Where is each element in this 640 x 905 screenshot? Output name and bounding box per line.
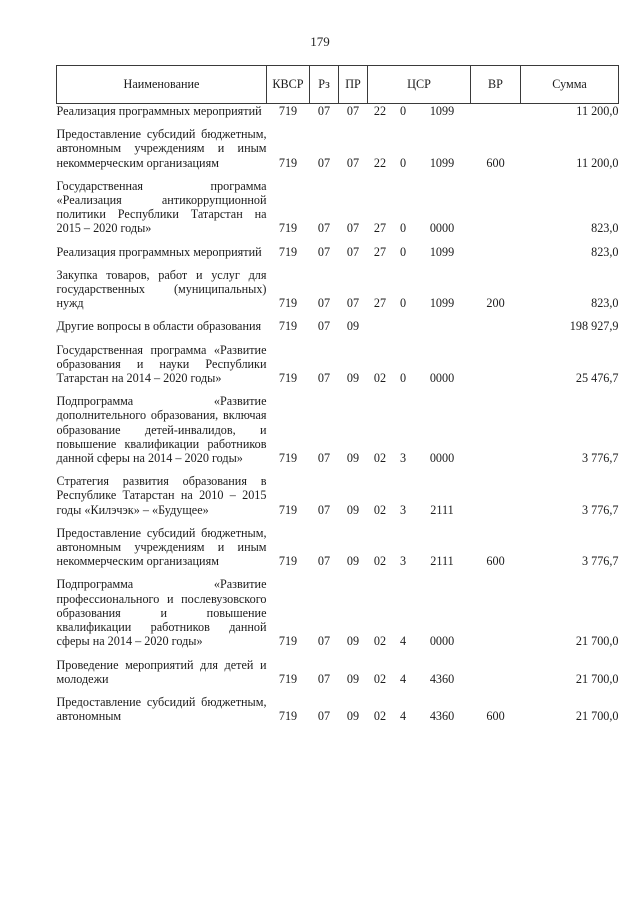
row-csr-direction: 1099 — [429, 155, 455, 170]
row-pr: 09 — [346, 319, 360, 334]
row-sum: 11 200,0 — [576, 104, 619, 118]
row-kvsr: 719 — [278, 244, 298, 259]
row-csr-subprogram: 0 — [399, 296, 407, 311]
row-rz: 07 — [317, 244, 331, 259]
row-pr: 07 — [346, 155, 360, 170]
row-kvsr: 719 — [278, 221, 298, 236]
row-csr-program: 02 — [373, 671, 387, 686]
row-rz: 07 — [317, 709, 331, 724]
row-rz: 07 — [317, 502, 331, 517]
row-vr: 600 — [486, 554, 505, 569]
row-csr-program: 27 — [373, 221, 387, 236]
budget-table — [56, 65, 619, 732]
row-csr-program: 02 — [373, 371, 387, 386]
row-vr — [471, 577, 521, 657]
row-kvsr: 719 — [278, 371, 298, 386]
row-csr-subprogram: 0 — [399, 371, 407, 386]
row-kvsr: 719 — [278, 451, 298, 466]
row-rz: 07 — [317, 104, 331, 118]
row-csr-subprogram: 0 — [399, 244, 407, 259]
row-rz: 07 — [317, 319, 331, 334]
row-pr: 07 — [346, 244, 360, 259]
table-row — [57, 127, 619, 179]
row-pr: 09 — [346, 371, 360, 386]
row-csr-program: 02 — [373, 451, 387, 466]
row-csr-direction: 0000 — [429, 451, 455, 466]
row-csr-subprogram: 4 — [399, 671, 407, 686]
row-kvsr: 719 — [278, 554, 298, 569]
row-csr-subprogram: 0 — [399, 221, 407, 236]
row-csr-program: 22 — [373, 155, 387, 170]
row-csr-subprogram: 3 — [399, 451, 407, 466]
row-csr-program: 27 — [373, 244, 387, 259]
table-row — [57, 658, 619, 695]
row-rz: 07 — [317, 371, 331, 386]
row-kvsr: 719 — [278, 671, 298, 686]
table-row — [57, 268, 619, 320]
row-csr-program: 02 — [373, 554, 387, 569]
row-pr: 09 — [346, 709, 360, 724]
row-name: Закупка товаров, работ и услуг для государственных (муниципальных) нужд — [56, 267, 267, 311]
row-rz: 07 — [317, 634, 331, 649]
row-sum: 823,0 — [591, 244, 619, 259]
row-csr-direction — [414, 319, 471, 342]
row-name: Другие вопросы в области образования — [56, 319, 262, 334]
row-csr-subprogram: 3 — [399, 502, 407, 517]
table-row — [57, 577, 619, 657]
row-vr — [471, 104, 521, 128]
row-pr: 07 — [346, 221, 360, 236]
header-kvsr: КВСР — [267, 66, 310, 104]
row-name: Предоставление субсидий бюджетным, автономным учреждениям и иным некоммерческим организациям — [56, 127, 267, 170]
row-sum: 25 476,7 — [575, 371, 619, 386]
row-kvsr: 719 — [278, 104, 298, 118]
table-row — [57, 245, 619, 268]
row-pr: 09 — [346, 502, 360, 517]
row-sum: 198 927,9 — [569, 319, 619, 334]
row-csr-subprogram: 0 — [399, 155, 407, 170]
row-csr-direction: 2111 — [430, 554, 454, 569]
row-pr: 09 — [346, 634, 360, 649]
row-name: Предоставление субсидий бюджетным, автономным — [56, 694, 267, 724]
table-row — [57, 343, 619, 395]
row-sum: 823,0 — [591, 221, 619, 236]
row-vr — [471, 245, 521, 268]
row-name: Подпрограмма «Развитие профессионального и послевузовского образования и повышение квалификации работников данной сферы на 2014 – 2020 годы» — [56, 577, 267, 649]
row-vr — [471, 179, 521, 245]
row-kvsr: 719 — [278, 155, 298, 170]
row-csr-program: 02 — [373, 634, 387, 649]
row-csr-direction: 1099 — [429, 296, 455, 311]
row-kvsr: 719 — [278, 634, 298, 649]
row-name: Государственная программа «Развитие образования и науки Республики Татарстан на 2014 – 2020 годы» — [56, 342, 267, 386]
row-pr: 07 — [346, 296, 360, 311]
header-rz: Рз — [310, 66, 339, 104]
row-kvsr: 719 — [278, 319, 298, 334]
row-rz: 07 — [317, 155, 331, 170]
row-sum: 823,0 — [591, 296, 619, 311]
row-name: Предоставление субсидий бюджетным, автономным учреждениям и иным некоммерческим организациям — [56, 525, 267, 569]
header-csr: ЦСР — [368, 66, 471, 104]
header-pr: ПР — [339, 66, 368, 104]
row-csr-subprogram: 3 — [399, 554, 407, 569]
row-csr-direction: 1099 — [429, 244, 455, 259]
row-pr: 09 — [346, 451, 360, 466]
row-sum: 21 700,0 — [575, 634, 619, 649]
row-csr-subprogram: 4 — [399, 634, 407, 649]
row-vr: 600 — [486, 155, 505, 170]
row-csr-direction: 4360 — [429, 671, 455, 686]
header-vr: ВР — [471, 66, 521, 104]
table-header-row — [57, 66, 619, 104]
row-csr-subprogram: 0 — [399, 104, 407, 118]
table-row — [57, 474, 619, 526]
row-vr — [471, 394, 521, 474]
row-name: Подпрограмма «Развитие дополнительного образования, включая образование детей-инвалидов, и повышение квалификации работников данной сферы на 2014 – 2020 годы» — [56, 394, 267, 466]
row-kvsr: 719 — [278, 709, 298, 724]
row-csr-direction: 0000 — [429, 371, 455, 386]
row-rz: 07 — [317, 296, 331, 311]
header-name: Наименование — [57, 66, 267, 104]
table-row — [57, 179, 619, 245]
page-number: 179 — [310, 34, 330, 49]
row-name: Реализация программных мероприятий — [56, 244, 262, 259]
row-pr: 07 — [346, 104, 360, 118]
row-vr — [471, 658, 521, 695]
row-name: Государственная программа «Реализация антикоррупционной политики Республики Татарстан на 2015 – 2020 годы» — [56, 178, 267, 236]
row-vr — [471, 319, 521, 342]
row-rz: 07 — [317, 221, 331, 236]
row-name: Проведение мероприятий для детей и молодежи — [56, 657, 267, 686]
row-name: Реализация программных мероприятий — [56, 104, 262, 118]
row-csr-program: 27 — [373, 296, 387, 311]
row-csr-direction: 0000 — [429, 634, 455, 649]
row-vr: 600 — [486, 709, 505, 724]
row-csr-program: 22 — [373, 104, 387, 118]
row-vr — [471, 474, 521, 526]
table-row — [57, 526, 619, 578]
table-row — [57, 104, 619, 128]
row-csr-program — [368, 319, 393, 342]
row-csr-direction: 2111 — [430, 502, 454, 517]
row-csr-program: 02 — [373, 502, 387, 517]
row-pr: 09 — [346, 671, 360, 686]
table-row — [57, 394, 619, 474]
table-row — [57, 319, 619, 342]
row-sum: 21 700,0 — [575, 671, 619, 686]
row-rz: 07 — [317, 451, 331, 466]
row-kvsr: 719 — [278, 296, 298, 311]
row-rz: 07 — [317, 554, 331, 569]
row-sum: 3 776,7 — [581, 554, 619, 569]
row-kvsr: 719 — [278, 502, 298, 517]
row-pr: 09 — [346, 554, 360, 569]
row-csr-subprogram: 4 — [399, 709, 407, 724]
row-name: Стратегия развития образования в Республике Татарстан на 2010 – 2015 годы «Килэчэк» – «Будущее» — [56, 474, 267, 517]
row-csr-program: 02 — [373, 709, 387, 724]
table-body — [57, 104, 619, 733]
row-sum: 3 776,7 — [581, 451, 619, 466]
row-vr: 200 — [486, 296, 505, 311]
row-sum: 11 200,0 — [576, 155, 619, 170]
row-vr — [471, 343, 521, 395]
row-csr-direction: 1099 — [429, 104, 455, 118]
row-rz: 07 — [317, 671, 331, 686]
row-csr-subprogram — [393, 319, 414, 342]
row-sum: 21 700,0 — [575, 709, 619, 724]
header-sum: Сумма — [521, 66, 619, 104]
table-row — [57, 695, 619, 732]
row-csr-direction: 0000 — [429, 221, 455, 236]
row-csr-direction: 4360 — [429, 709, 455, 724]
row-sum: 3 776,7 — [581, 502, 619, 517]
